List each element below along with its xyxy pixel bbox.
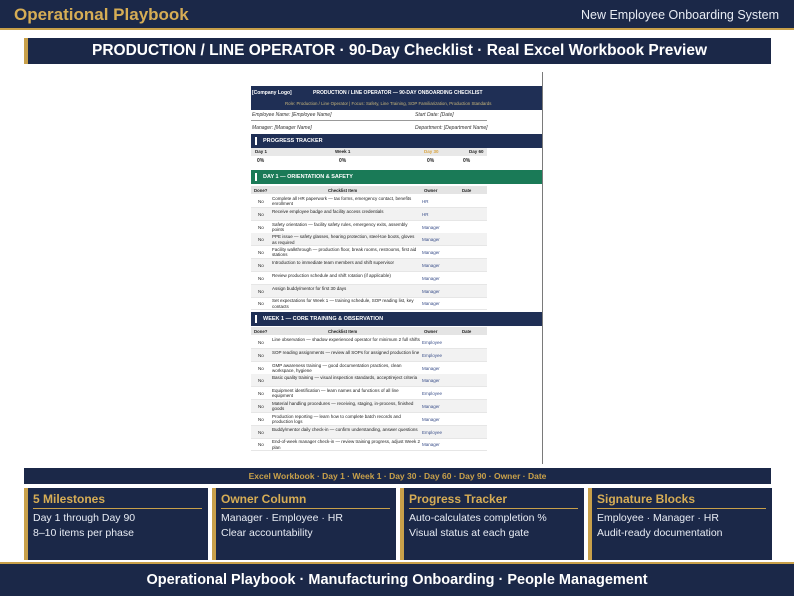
checklist-row[interactable]: [251, 297, 487, 310]
card-divider: [597, 508, 766, 509]
checklist-item-text: Buddy/mentor daily check-in — confirm understanding, answer questions: [272, 426, 418, 432]
owner-cell[interactable]: Manager: [422, 263, 440, 268]
progress-labels-row: [251, 148, 487, 156]
start-date-field[interactable]: Start Date: [Date]: [415, 112, 454, 118]
card-line: Auto-calculates completion %: [409, 512, 547, 524]
done-status-cell[interactable]: No: [258, 250, 264, 256]
sheet-subtitle: Role: Production / Line Operator | Focus: Safety, Line Training, SOP Familiarization, Production Standards: [285, 101, 492, 106]
checklist-item-text: Equipment identification — learn names and functions of all line equipment: [272, 388, 399, 399]
owner-cell[interactable]: HR: [422, 199, 429, 204]
col-item: Checklist Item: [328, 328, 358, 334]
card-milestones: [24, 488, 208, 560]
done-status-cell[interactable]: No: [258, 301, 264, 307]
progress-label-day30: Day 30: [424, 149, 439, 154]
sheet-header: [251, 86, 542, 110]
card-title: Progress Tracker: [409, 492, 508, 506]
brand-title: Operational Playbook: [14, 5, 189, 24]
card-line: Employee · Manager · HR: [597, 512, 719, 524]
checklist-row[interactable]: [251, 195, 487, 208]
checklist-row[interactable]: [251, 233, 487, 246]
done-status-cell[interactable]: No: [258, 391, 264, 397]
checklist-row[interactable]: [251, 259, 487, 272]
checklist-row[interactable]: [251, 400, 487, 413]
checklist-item-text: Safety orientation — facility safety rules, emergency exits, assembly points: [272, 221, 408, 232]
progress-label-week1: Week 1: [335, 149, 351, 154]
department-field[interactable]: Department: [Department Name]: [415, 125, 488, 131]
card-signature-blocks: [588, 488, 772, 560]
col-date: Date: [462, 187, 472, 193]
owner-cell[interactable]: Manager: [422, 288, 440, 294]
checklist-item-text: Basic quality training — visual inspection standards, accept/reject criteria: [272, 375, 418, 381]
card-owner-column: [212, 488, 396, 560]
owner-cell[interactable]: HR: [422, 211, 429, 217]
done-status-cell[interactable]: No: [258, 199, 264, 204]
owner-cell[interactable]: Employee: [422, 391, 443, 397]
checklist-row[interactable]: [251, 336, 487, 349]
done-status-cell[interactable]: No: [258, 416, 264, 422]
checklist-row[interactable]: [251, 208, 487, 221]
card-line: Visual status at each gate: [409, 527, 530, 539]
done-status-cell[interactable]: No: [258, 275, 264, 281]
col-owner: Owner: [424, 187, 438, 193]
checklist-row[interactable]: [251, 349, 487, 362]
progress-label-day60: Day 60: [469, 149, 484, 154]
top-header-bar: [0, 0, 794, 30]
section-title-week1: WEEK 1 — CORE TRAINING & OBSERVATION: [263, 316, 384, 322]
page-banner: PRODUCTION / LINE OPERATOR · 90-Day Checklist · Real Excel Workbook Preview: [24, 38, 771, 64]
card-line: Audit-ready documentation: [597, 527, 723, 539]
checklist-item-text: Complete all HR paperwork — tax forms, emergency contact, benefits enrollment: [272, 196, 412, 207]
checklist-item-text: Review production schedule and shift rotation (if applicable): [272, 272, 391, 278]
checklist-item-text: End-of-week manager check-in — review training progress, adjust Week 2 plan: [272, 439, 420, 450]
progress-tracker-header: [251, 134, 542, 148]
checklist-row[interactable]: [251, 272, 487, 285]
done-status-cell[interactable]: No: [258, 365, 264, 371]
progress-tracker-title: PROGRESS TRACKER: [263, 138, 323, 144]
card-line: Day 1 through Day 90: [33, 512, 136, 524]
progress-values-row: [251, 157, 487, 166]
section-header-day1: [251, 170, 542, 184]
checklist-item-text: Facility walkthrough — production floor, break rooms, restrooms, first aid stations: [272, 247, 417, 258]
checklist-item-text: SOP reading assignments — review all SOPs for assigned production line: [272, 349, 420, 355]
done-status-cell[interactable]: No: [258, 442, 264, 448]
owner-cell[interactable]: Employee: [422, 340, 443, 345]
card-divider: [221, 508, 390, 509]
excel-workbook-preview[interactable]: [251, 72, 543, 464]
card-progress-tracker: [400, 488, 584, 560]
col-done: Done?: [254, 328, 268, 334]
owner-cell[interactable]: Manager: [422, 378, 440, 384]
checklist-item-text: Receive employee badge and facility access credentials: [272, 208, 384, 214]
done-status-cell[interactable]: No: [258, 288, 264, 294]
done-status-cell[interactable]: No: [258, 340, 264, 345]
checklist-item-text: Assign buddy/mentor for first 30 days: [272, 285, 347, 291]
card-line: 8–10 items per phase: [33, 527, 134, 539]
column-header-row: [251, 327, 487, 335]
checklist-item-text: Introduction to immediate team members and shift supervisor: [272, 260, 395, 265]
section-title-day1: DAY 1 — ORIENTATION & SAFETY: [263, 174, 353, 180]
checklist-row[interactable]: [251, 426, 487, 439]
col-done: Done?: [254, 187, 268, 193]
card-line: Clear accountability: [221, 527, 313, 539]
card-title: Owner Column: [221, 492, 307, 506]
done-status-cell[interactable]: No: [258, 237, 264, 243]
card-divider: [33, 508, 202, 509]
owner-cell[interactable]: Manager: [422, 416, 440, 422]
done-status-cell[interactable]: No: [258, 224, 264, 230]
checklist-item-text: Material handling procedures — receiving, staging, in-process, finished goods: [272, 401, 414, 412]
col-date: Date: [462, 328, 472, 334]
owner-cell[interactable]: Manager: [422, 442, 440, 448]
card-divider: [409, 508, 578, 509]
done-status-cell[interactable]: No: [258, 352, 264, 358]
done-status-cell[interactable]: No: [258, 429, 264, 435]
checklist-item-text: Production reporting — learn how to complete batch records and production logs: [272, 413, 401, 424]
checklist-row[interactable]: [251, 246, 487, 259]
checklist-row[interactable]: [251, 362, 487, 375]
owner-cell[interactable]: Manager: [422, 224, 440, 230]
system-name: New Employee Onboarding System: [580, 8, 779, 22]
owner-cell[interactable]: Manager: [422, 237, 440, 243]
progress-value-week1: 0%: [339, 158, 347, 164]
progress-label-day1: Day 1: [255, 149, 268, 154]
footer-bar: Operational Playbook · Manufacturing Onboarding · People Management: [0, 562, 794, 596]
section-header-week1: [251, 312, 542, 326]
owner-cell[interactable]: Manager: [422, 365, 440, 371]
progress-value-day30: 0%: [427, 158, 435, 164]
checklist-item-text: GMP awareness training — good documentation practices, clean workspace, hygiene: [272, 362, 402, 373]
owner-cell[interactable]: Employee: [422, 352, 443, 358]
card-line: Manager · Employee · HR: [221, 512, 343, 524]
card-title: Signature Blocks: [597, 492, 696, 506]
checklist-row[interactable]: [251, 221, 487, 234]
column-header-row: [251, 186, 487, 194]
progress-value-day60: 0%: [463, 158, 471, 164]
owner-cell[interactable]: Manager: [422, 301, 440, 307]
owner-cell[interactable]: Employee: [422, 429, 443, 435]
field-divider: [251, 120, 487, 121]
checklist-item-text: PPE issue — safety glasses, hearing protection, steel-toe boots, gloves as required: [272, 234, 415, 245]
sheet-title: PRODUCTION / LINE OPERATOR — 90-DAY ONBOARDING CHECKLIST: [313, 90, 483, 96]
checklist-row[interactable]: [251, 387, 487, 400]
checklist-item-text: Line observation — shadow experienced operator for minimum 2 full shifts: [272, 337, 420, 342]
col-owner: Owner: [424, 328, 438, 334]
checklist-row[interactable]: [251, 374, 487, 387]
done-status-cell[interactable]: No: [258, 263, 264, 268]
employee-name-field[interactable]: Employee Name: [Employee Name]: [252, 112, 332, 118]
manager-field[interactable]: Manager: [Manager Name]: [252, 125, 312, 131]
card-title: 5 Milestones: [33, 492, 106, 506]
progress-value-day1: 0%: [257, 158, 265, 164]
company-logo-placeholder: [Company Logo]: [252, 90, 292, 96]
done-status-cell[interactable]: No: [258, 211, 264, 217]
workbook-tabs-bar: Excel Workbook · Day 1 · Week 1 · Day 30 · Day 60 · Day 90 · Owner · Date: [24, 468, 771, 484]
checklist-item-text: Set expectations for Week 1 — training schedule, SOP reading list, key contacts: [272, 298, 414, 309]
owner-cell[interactable]: Manager: [422, 404, 440, 409]
checklist-row[interactable]: [251, 438, 487, 451]
checklist-row[interactable]: [251, 285, 487, 298]
done-status-cell[interactable]: No: [258, 404, 264, 409]
done-status-cell[interactable]: No: [258, 378, 264, 384]
checklist-row[interactable]: [251, 413, 487, 426]
owner-cell[interactable]: Manager: [422, 275, 440, 281]
owner-cell[interactable]: Manager: [422, 250, 440, 256]
col-item: Checklist Item: [328, 187, 358, 193]
